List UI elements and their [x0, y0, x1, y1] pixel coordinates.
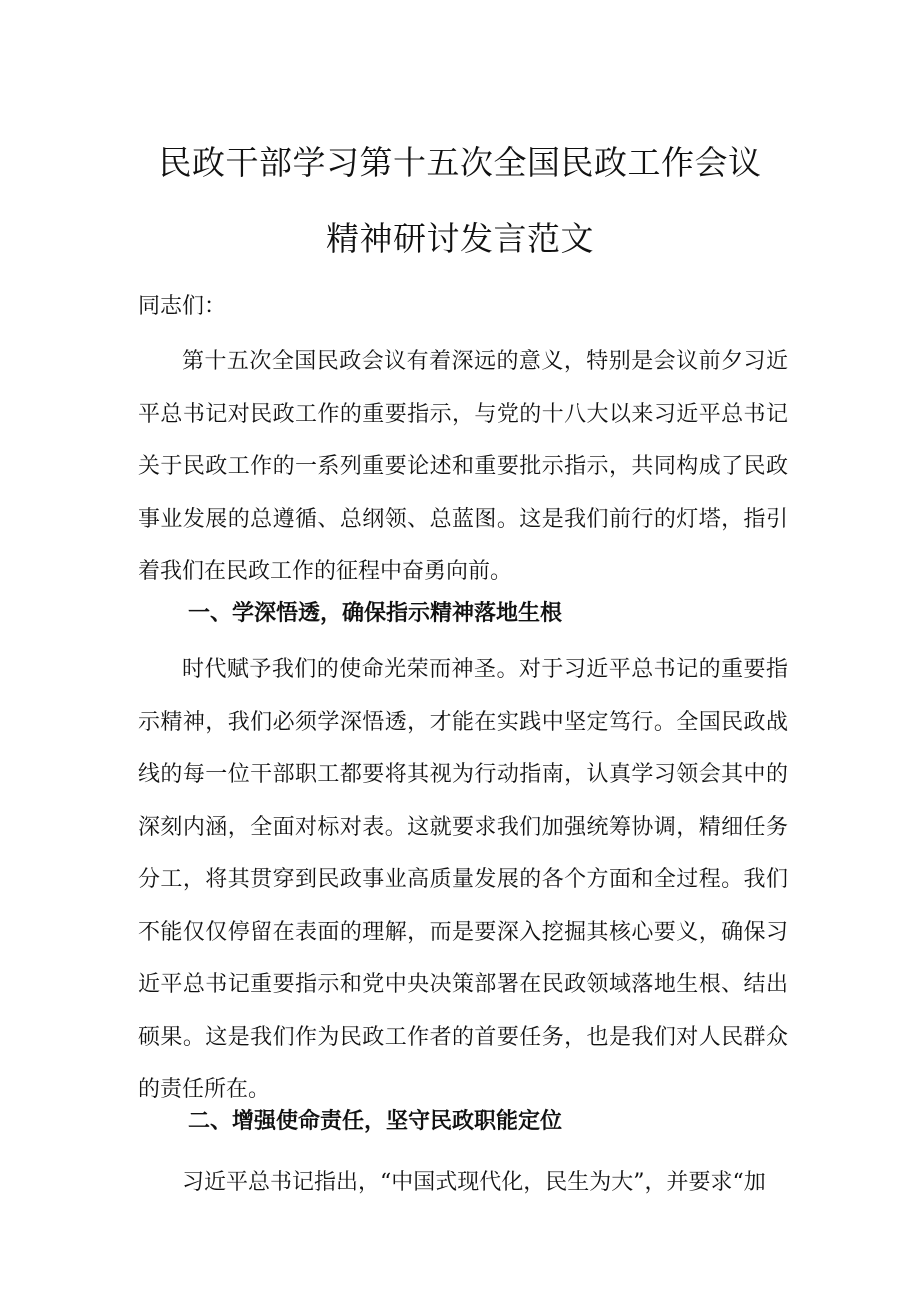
document-title-line-2: 精神研讨发言范文: [326, 219, 594, 258]
section-heading-1: 一、学深悟透，确保指示精神落地生根: [188, 600, 563, 626]
salutation: 同志们：: [138, 294, 227, 319]
section-heading-2: 二、增强使命责任，坚守民政职能定位: [188, 1108, 563, 1134]
document-title-line-1: 民政干部学习第十五次全国民政工作会议: [158, 143, 762, 182]
paragraph-section-2: 习近平总书记指出，“中国式现代化，民生为大”，并要求“加: [182, 1170, 766, 1195]
paragraph-section-1: 时代赋予我们的使命光荣而神圣。对于习近平总书记的重要指示精神，我们必须学深悟透，才能在实践中坚定笃行。全国民政战线的每一位干部职工都要将其视为行动指南，认真学习领会其中的深刻内涵，全面对标对表。这就要求我们加强统筹协调，精细任务分工，将其贯穿到民政事业高质量发展的各个方面和全过程。我们不能仅仅停留在表面的理解，而是要深入挖掘其核心要义，确保习近平总书记重要指示和党中央决策部署在民政领域落地生根、结出硕果。这是我们作为民政工作者的首要任务，也是我们对人民群众的责任所在。: [138, 657, 788, 1102]
paragraph-intro: 第十五次全国民政会议有着深远的意义，特别是会议前夕习近平总书记对民政工作的重要指示，与党的十八大以来习近平总书记关于民政工作的一系列重要论述和重要批示指示，共同构成了民政事业发展的总遵循、总纲领、总蓝图。这是我们前行的灯塔，指引着我们在民政工作的征程中奋勇向前。: [138, 349, 788, 584]
